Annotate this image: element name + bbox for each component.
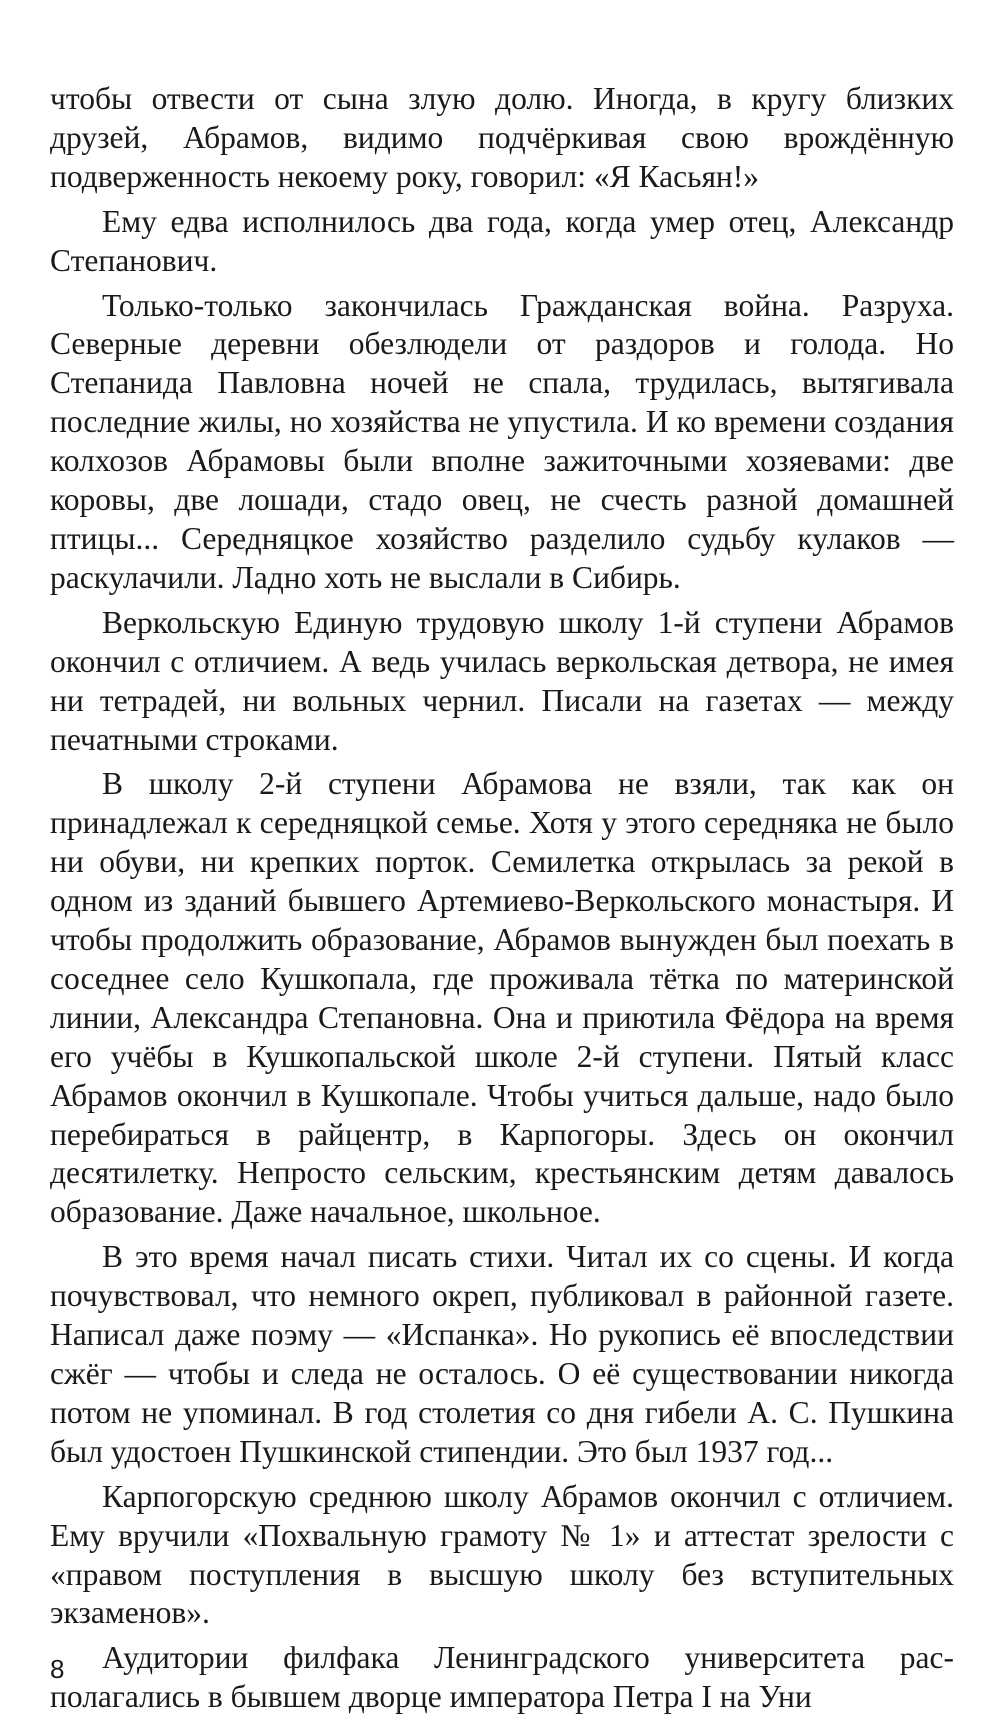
paragraph-5: В школу 2-й ступени Абрамова не взяли, так как он принадлежал к середняцкой семье. Хотя у этого середняка не было ни обуви, ни крепких порток. Семилетка открылась за рекой в одном из зданий бывшего Артемиево-Веркольского монастыря. И чтобы продолжить образование, Абрамов вынужден был поехать в соседнее село Кушкопала, где проживала тётка по материнской линии, Александра Степановна. Она и приютила Фёдора на время его учёбы в Кушкопальской школе 2-й ступени. Пятый класс Абрамов окончил в Кушкопале. Чтобы учиться дальше, надо было перебираться в райцентр, в Карпогоры. Здесь он окончил десятилетку. Непросто сельским, крестьянским детям давалось образование. Даже начальное, школьное. xyxy=(50,766,954,1230)
page-number: 8 xyxy=(50,1654,65,1684)
paragraph-1: чтобы отвести от сына злую долю. Иногда, в кругу близких друзей, Абрамов, видимо подчёркивая свою врождённую подверженность некоему року, говорил: «Я Касьян!» xyxy=(50,81,954,194)
paragraph-3: Только-только закончилась Гражданская война. Разруха. Северные деревни обезлюдели от раздоров и голода. Но Степанида Павловна ночей не спала, трудилась, вытягивала последние жилы, но хозяйства не упустила. И ко времени создания колхозов Абрамовы были вполне зажиточными хозяевами: две коровы, две лошади, стадо овец, не счесть разной домашней птицы... Середняцкое хозяйство разделило судьбу кулаков — раскулачили. Ладно хоть не выслали в Сибирь. xyxy=(50,287,954,595)
body-text xyxy=(50,80,954,1723)
paragraph-4: Веркольскую Единую трудовую школу 1-й ступени Абрамов окончил с отличием. А ведь училась веркольская детвора, не имея ни тетрадей, ни вольных чернил. Писали на газетах — между печатными строками. xyxy=(50,604,954,757)
paragraph-8: Аудитории филфака Ленинградского университета располагались в бывшем дворце императора Петра I на Уни xyxy=(50,1640,954,1715)
paragraph-6: В это время начал писать стихи. Читал их со сцены. И когда почувствовал, что немного окреп, публиковал в районной газете. Написал даже поэму — «Испанка». Но рукопись её впоследствии сжёг — чтобы и следа не осталось. О её существовании никогда потом не упоминал. В год столетия со дня гибели А. С. Пушкина был удостоен Пушкинской стипендии. Это был 1937 год... xyxy=(50,1239,954,1469)
paragraph-2: Ему едва исполнилось два года, когда умер отец, Александр Степанович. xyxy=(50,203,954,278)
paragraph-7: Карпогорскую среднюю школу Абрамов окончил с отличием. Ему вручили «Похвальную грамоту № 1» и аттестат зрелости с «правом поступления в высшую школу без вступительных экзаменов». xyxy=(50,1478,954,1631)
